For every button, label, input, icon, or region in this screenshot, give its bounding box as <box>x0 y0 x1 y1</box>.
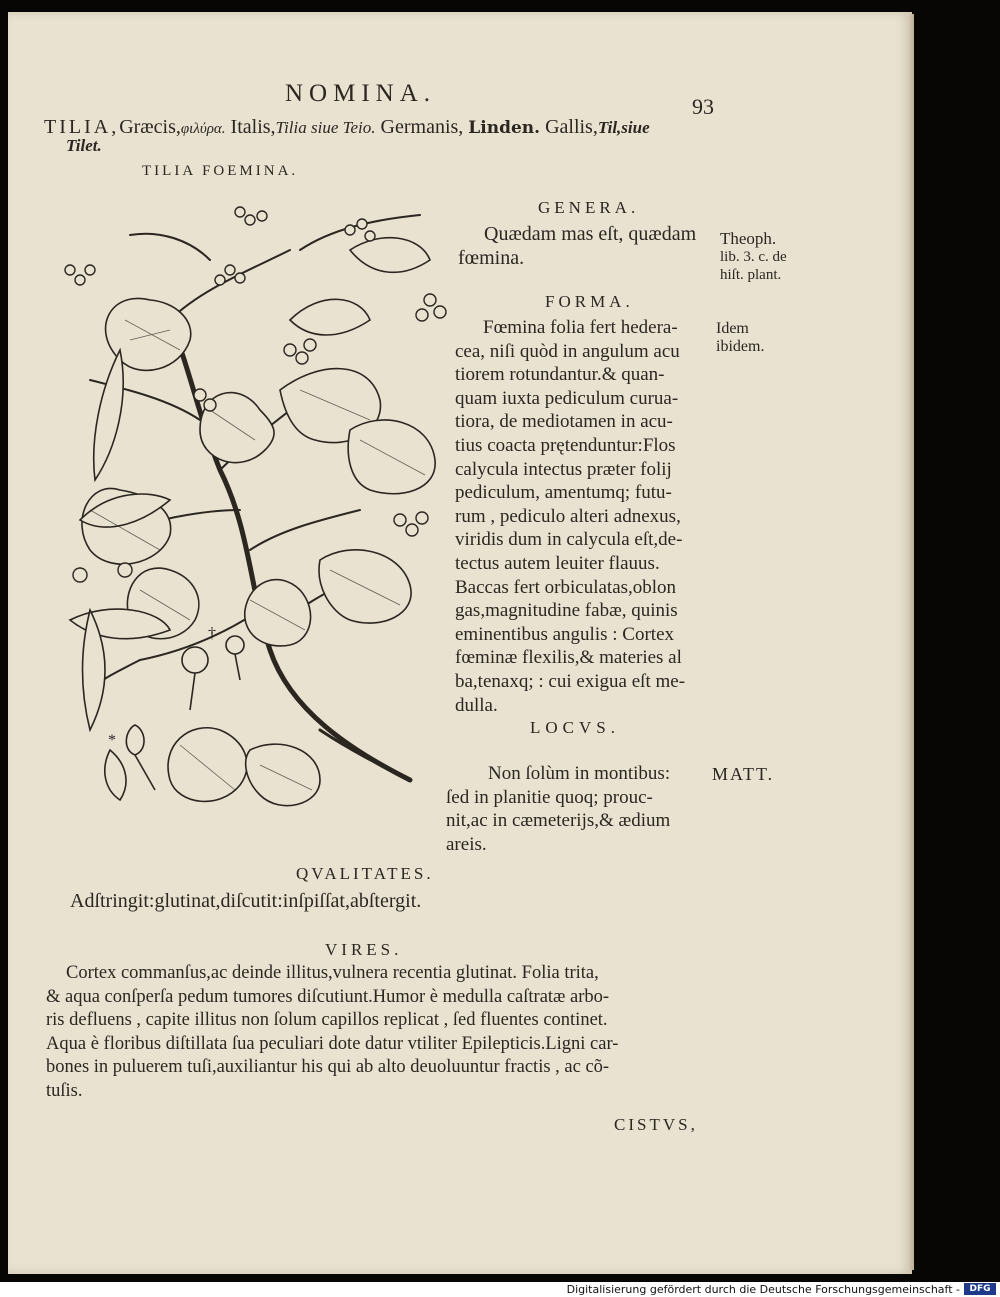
forma-line: ba,tenaxq; : cui exigua eſt me- <box>455 670 686 692</box>
names-line-2: Tilet. <box>66 136 102 155</box>
vires-line: & aqua conſperſa pedum tumores diſcutiunt.Humor è medulla caſtratæ arbo- <box>46 986 610 1007</box>
vires-heading: VIRES. <box>325 940 403 959</box>
vires-line: Aqua è floribus diſtillata ſua peculiari dote datur vtiliter Epilepticis.Ligni car- <box>46 1033 619 1054</box>
value-graecis: φιλύρα. <box>180 121 226 137</box>
margin-note-theoph <box>720 230 787 284</box>
margin-line: Theoph. <box>720 229 777 248</box>
page-number: 93 <box>692 94 714 119</box>
label-graecis: Græcis, <box>119 116 181 138</box>
vires-line: tuſis. <box>46 1080 83 1101</box>
value-gallis: Til,siue <box>597 118 650 137</box>
page-edge <box>908 14 914 1270</box>
label-italis: Italis, <box>230 116 276 138</box>
locus-line: areis. <box>446 833 487 855</box>
forma-line: rum , pediculo alteri adnexus, <box>455 505 681 527</box>
forma-line: tectus autem leuiter flauus. <box>455 552 660 574</box>
forma-line: pediculum, amentumq; futu- <box>455 482 672 504</box>
label-germanis: Germanis, <box>380 116 464 138</box>
forma-line: viridis dum in calycula eſt,de- <box>455 529 683 551</box>
margin-note-matt: MATT. <box>712 764 775 784</box>
qualitates-heading: QVALITATES. <box>296 864 434 883</box>
margin-line: hiſt. plant. <box>720 267 782 283</box>
margin-line: lib. 3. c. de <box>720 249 787 265</box>
label-gallis: Gallis, <box>545 116 598 138</box>
name-tilia: TILIA, <box>44 116 120 138</box>
forma-heading: FORMA. <box>545 292 634 311</box>
forma-line: Baccas fert orbiculatas,oblon <box>455 576 677 598</box>
locus-line: Non ſolùm in montibus: <box>488 763 671 784</box>
forma-line: cea, niſi quòd in angulum acu <box>455 340 680 362</box>
genera-heading: GENERA. <box>538 198 640 217</box>
margin-line: Idem <box>716 320 749 337</box>
forma-text <box>455 316 685 717</box>
genera-line: fœmina. <box>458 246 525 269</box>
vires-line: ris defluens , capite illitus non ſolum capillos replicat , ſed fluentes continet. <box>46 1010 608 1030</box>
locus-line: ſed in planitie quoq; prouc- <box>446 786 653 808</box>
forma-line: quam iuxta pediculum curua- <box>455 387 679 409</box>
locus-text <box>446 762 670 856</box>
value-italis: Tilia siue Teio. <box>275 118 376 137</box>
footer-credit: Digitalisierung gefördert durch die Deutsche Forschungsgemeinschaft - <box>566 1283 960 1296</box>
figure-mark-star: * <box>108 732 116 749</box>
vires-line: bones in puluerem tuſi,auxiliantur his qui ab alto deuoluuntur fractis , ac cõ- <box>46 1057 610 1077</box>
genera-text <box>458 223 696 270</box>
footer-bar <box>0 1282 1000 1297</box>
figure-mark-cross: † <box>208 625 216 642</box>
locus-line: nit,ac in cæmeterijs,& ædium <box>446 810 671 832</box>
vires-text <box>46 962 618 1103</box>
forma-line: fœminæ flexilis,& materies al <box>455 647 682 669</box>
forma-line: gas,magnitudine fabæ, quinis <box>455 600 678 622</box>
margin-note-idem <box>716 320 764 356</box>
tilia-woodcut-illustration <box>50 190 450 820</box>
forma-line: Fœmina folia fert hedera- <box>483 317 678 338</box>
forma-line: tius coacta prętenduntur:Flos <box>455 434 676 456</box>
forma-line: calycula intectus præter folij <box>455 458 672 480</box>
section-title: NOMINA. <box>285 80 437 107</box>
forma-line: tiorem rotundantur.& quan- <box>455 364 665 386</box>
locus-heading: LOCVS. <box>530 718 620 737</box>
qualitates-text: Adſtringit:glutinat,diſcutit:inſpiſſat,abſtergit. <box>70 890 422 912</box>
names-line-1 <box>44 116 650 139</box>
genera-line: Quædam mas eſt, quædam <box>484 223 697 245</box>
forma-line: eminentibus angulis : Cortex <box>455 623 675 645</box>
catchword: CISTVS, <box>614 1115 698 1134</box>
dfg-logo[interactable]: DFG <box>964 1283 996 1295</box>
value-germanis: Linden. <box>468 118 541 138</box>
vires-line: Cortex commanſus,ac deinde illitus,vulnera recentia glutinat. Folia trita, <box>66 963 599 983</box>
forma-line: dulla. <box>455 694 498 716</box>
figure-caption: TILIA FOEMINA. <box>142 163 299 179</box>
margin-line: ibidem. <box>716 338 765 355</box>
forma-line: tiora, de mediotamen in acu- <box>455 411 673 433</box>
